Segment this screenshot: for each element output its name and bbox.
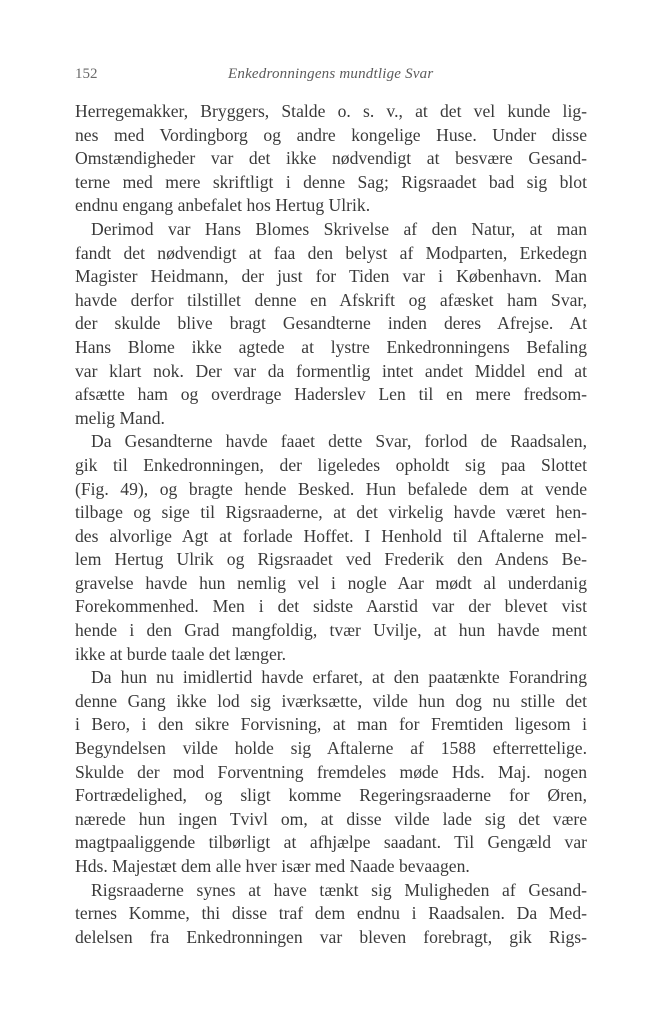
text-line: havde derfor tilstillet denne en Afskrift og afæsket ham Svar, [75,289,587,310]
page-number: 152 [75,66,98,82]
text-line: endnu engang anbefalet hos Hertug Ulrik. [75,195,371,216]
text-line: Magister Heidmann, der just for Tiden var i København. Man [75,266,587,287]
text-line: der skulde blive bragt Gesandterne inden deres Afrejse. At [75,313,587,334]
text-line: nærede hun ingen Tvivl om, at disse vilde lade sig det være [75,808,587,829]
text-line: ternes Komme, thi disse traf dem endnu i Raadsalen. Da Med- [75,903,587,924]
text-line: Skulde der mod Forventning fremdeles møde Hds. Maj. nogen [75,761,587,782]
text-line: Derimod var Hans Blomes Skrivelse af den Natur, at man [91,218,587,239]
body-text [75,100,587,949]
text-line: gravelse havde hun nemlig vel i nogle Aar mødt al underdanig [75,572,587,593]
text-line: Forekommenhed. Men i det sidste Aarstid var der blevet vist [75,596,587,617]
text-line: Herregemakker, Bryggers, Stalde o. s. v., at det vel kunde lig- [75,101,587,121]
paragraph [75,100,587,218]
text-line: Da Gesandterne havde faaet dette Svar, forlod de Raadsalen, [91,431,587,452]
text-line: ikke at burde taale det længer. [75,643,287,664]
text-line: delelsen fra Enkedronningen var bleven forebragt, gik Rigs- [75,926,587,947]
paragraph [75,218,587,430]
text-line: des alvorlige Agt at forlade Hoffet. I Henhold til Aftalerne mel- [75,525,587,546]
paragraph [75,879,587,950]
text-line: magtpaaliggende tilbørligt at afhjælpe saadant. Til Gengæld var [75,832,587,853]
running-title: Enkedronningens mundtlige Svar [228,66,434,82]
text-line: melig Mand. [75,407,165,428]
text-line: var klart nok. Der var da formentlig intet andet Middel end at [75,360,587,381]
text-line: nes med Vordingborg og andre kongelige Huse. Under disse [75,124,587,145]
text-line: gik til Enkedronningen, der ligeledes opholdt sig paa Slottet [75,454,587,475]
text-line: afsætte ham og overdrage Haderslev Len til en mere fredsom- [75,384,587,405]
text-line: lem Hertug Ulrik og Rigsraadet ved Frederik den Andens Be- [75,549,587,570]
text-line: hende i den Grad mangfoldig, tvær Uvilje, at hun havde ment [75,620,587,641]
text-line: tilbage og sige til Rigsraaderne, at det virkelig havde været hen- [75,502,587,523]
text-line: Fortrædelighed, og sligt komme Regeringsraaderne for Øren, [75,785,587,806]
text-line: i Bero, i den sikre Forvisning, at man for Fremtiden ligesom i [75,714,587,735]
text-line: Omstændigheder var det ikke nødvendigt at besvære Gesand- [75,148,587,169]
text-line: denne Gang ikke lod sig iværksætte, vilde hun dog nu stille det [75,690,587,711]
paragraph [75,666,587,878]
paragraph [75,430,587,666]
text-line: Da hun nu imidlertid havde erfaret, at den paatænkte Forandring [91,667,587,688]
text-line: Rigsraaderne synes at have tænkt sig Muligheden af Gesand- [91,879,587,900]
text-line: Hans Blome ikke agtede at lystre Enkedronningens Befaling [75,336,587,357]
text-line: Begyndelsen vilde holde sig Aftalerne af 1588 efterrettelige. [75,738,587,759]
running-head [75,66,587,86]
text-line: Hds. Majestæt dem alle hver især med Naade bevaagen. [75,856,470,876]
text-line: terne med mere skriftligt i denne Sag; Rigsraadet bad sig blot [75,171,587,192]
text-line: (Fig. 49), og bragte hende Besked. Hun befalede dem at vende [75,478,587,499]
text-line: fandt det nødvendigt at faa den belyst af Modparten, Erkedegn [75,242,587,263]
